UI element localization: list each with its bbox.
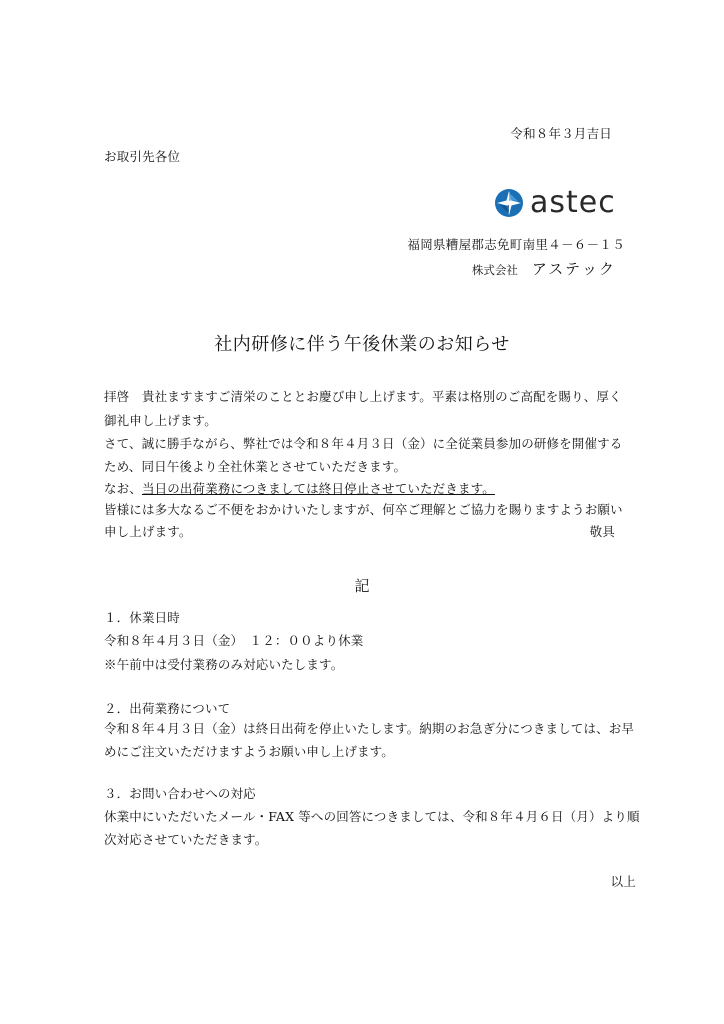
closing-keigu: 敬具 [589,524,615,539]
section-line: 令和８年４月３日（金）は終日出荷を停止いたします。納期のお急ぎ分につきましては、お早 [104,721,635,736]
section-heading: １．休業日時 [104,610,180,625]
document-date: 令和８年３月吉日 [510,126,612,141]
logo-wordmark: astec [530,185,616,220]
company-prefix: 株式会社 [471,263,518,277]
addressee: お取引先各位 [104,149,181,164]
body-line: ため、同日午後より全社休業とさせていただきます。 [104,459,407,474]
section-line: 令和８年４月３日（金） １２：００より休業 [104,633,364,648]
astec-logo-icon [494,188,524,218]
section-heading: ２．出荷業務について [104,701,231,716]
section-heading: ３．お問い合わせへの対応 [104,786,256,801]
body-line: 御礼申し上げます。 [104,413,217,428]
company-name-block [472,258,616,279]
section-line: 次対応させていただきます。 [104,832,268,847]
body-text: なお、 [104,481,142,496]
section-line: めにご注文いただけますようお願い申し上げます。 [104,744,394,759]
body-line: 申し上げます。 [104,524,192,539]
section-line: 休業中にいただいたメール・FAX 等への回答につきましては、令和８年４月６日（月）より順 [104,809,640,824]
company-logo [494,184,624,224]
document-title: 社内研修に伴う午後休業のお知らせ [214,334,510,355]
body-line: 拝啓 貴社ますますご清栄のこととお慶び申し上げます。平素は格別のご高配を賜り、厚く [104,389,622,404]
ki-heading: 記 [354,577,370,595]
section-line: ※午前中は受付業務のみ対応いたします。 [104,657,344,672]
body-line: 皆様には多大なるご不便をおかけいたしますが、何卒ご理解とご協力を賜りますようお願い [104,502,623,517]
underlined-notice: 当日の出荷業務につきましては終日停止させていただきます。 [141,481,495,496]
company-name: アステック [531,260,616,278]
body-line [104,479,495,497]
end-mark: 以上 [610,874,636,889]
company-address: 福岡県糟屋郡志免町南里４－６－１５ [407,237,625,252]
body-line: さて、誠に勝手ながら、弊社では令和８年４月３日（金）に全従業員参加の研修を開催する [104,436,623,451]
